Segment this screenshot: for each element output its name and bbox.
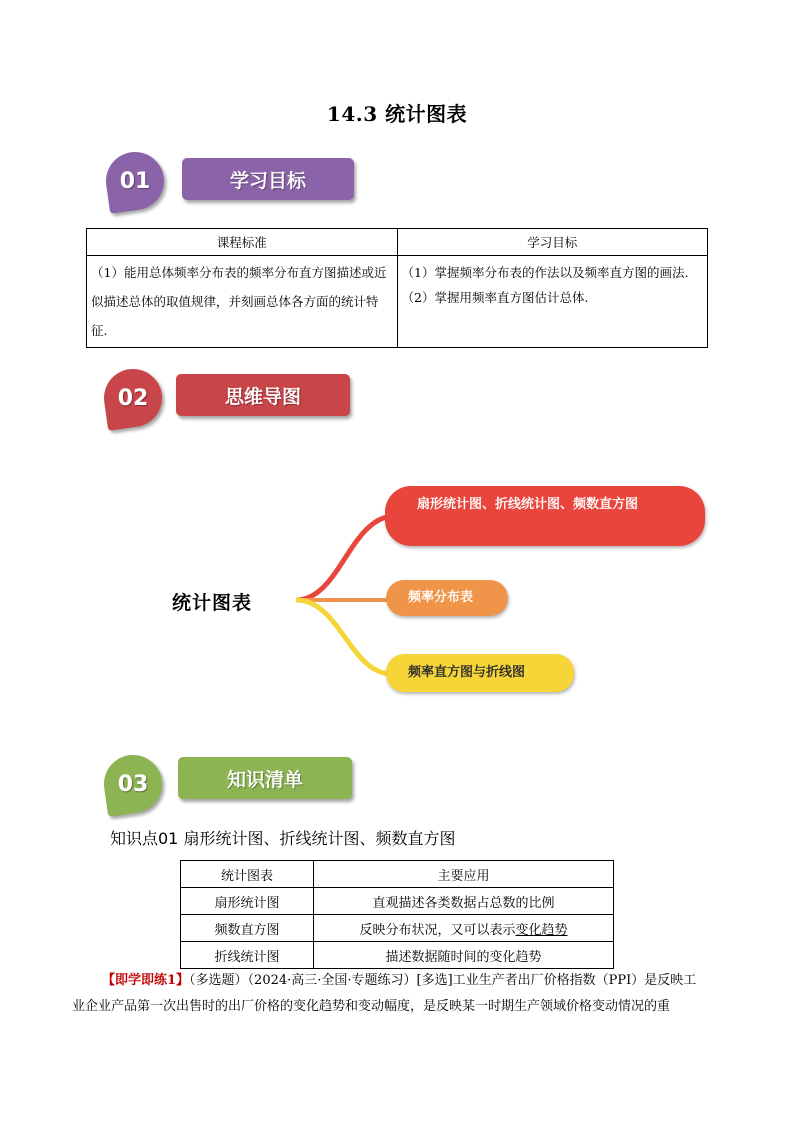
goals-table xyxy=(86,228,708,348)
learning-goal-2: （2）掌握用频率直方图估计总体. xyxy=(401,290,589,305)
chart-use-text: 描述数据随时间的变化趋势 xyxy=(385,949,542,965)
mindmap-node-label: 扇形统计图、折线统计图、频数直方图 xyxy=(417,497,639,512)
table-header: 课程标准 xyxy=(87,229,398,256)
learning-goal-cell xyxy=(397,256,708,348)
section-number: 02 xyxy=(117,385,149,411)
chart-use-cell xyxy=(314,888,614,915)
chart-use-cell xyxy=(314,942,614,969)
chart-use-text: 反映分布状况，又可以表示 xyxy=(359,922,516,938)
course-standard-cell: （1）能用总体频率分布表的频率分布直方图描述或近似描述总体的取值规律，并刻画总体各方面的统计特征. xyxy=(87,256,398,348)
learning-goal-1: （1）掌握频率分布表的作法以及频率直方图的画法. xyxy=(401,265,689,280)
chart-use-cell xyxy=(314,915,614,942)
chart-name-cell: 频数直方图 xyxy=(181,915,314,942)
section-title: 知识清单 xyxy=(178,757,352,799)
mindmap-node-frequency-table xyxy=(386,580,508,616)
mindmap-node-label: 频率分布表 xyxy=(408,590,474,605)
section-number: 03 xyxy=(117,771,149,797)
table-header: 统计图表 xyxy=(181,861,314,888)
page-title: 14.3 统计图表 xyxy=(326,102,468,126)
section-banner-01 xyxy=(104,150,364,220)
knowledge-table xyxy=(180,860,614,969)
section-title: 学习目标 xyxy=(182,158,354,200)
practice-text-1: （多选题）（2024·高三·全国·专题练习）[多选]工业生产者出厂价格指数（PPI）是反映工 xyxy=(189,973,697,988)
section-number: 01 xyxy=(119,168,151,194)
table-header: 学习目标 xyxy=(397,229,708,256)
section-banner-02 xyxy=(102,366,362,436)
mindmap-node-label: 频率直方图与折线图 xyxy=(408,665,526,680)
chart-name-cell: 折线统计图 xyxy=(181,942,314,969)
section-banner-03 xyxy=(104,750,364,820)
mindmap-node-histogram xyxy=(386,654,574,692)
table-row xyxy=(181,942,614,969)
knowledge-point-heading: 知识点01 扇形统计图、折线统计图、频数直方图 xyxy=(110,829,456,848)
practice-line-1 xyxy=(72,968,732,994)
section-title: 思维导图 xyxy=(176,374,350,416)
mindmap-node-chart-types xyxy=(385,486,705,546)
practice-question xyxy=(72,968,732,1020)
practice-tag: 【即学即练1】 xyxy=(102,973,190,988)
chart-name-cell: 扇形统计图 xyxy=(181,888,314,915)
table-row xyxy=(181,888,614,915)
practice-line-2: 业企业产品第一次出售时的出厂价格的变化趋势和变动幅度，是反映某一时期生产领域价格变动情况的重 xyxy=(72,999,671,1014)
mindmap-root: 统计图表 xyxy=(172,592,253,614)
chart-use-text: 直观描述各类数据占总数的比例 xyxy=(372,895,555,911)
table-header: 主要应用 xyxy=(314,861,614,888)
table-row xyxy=(181,915,614,942)
chart-use-underlined: 变化趋势 xyxy=(515,922,568,938)
